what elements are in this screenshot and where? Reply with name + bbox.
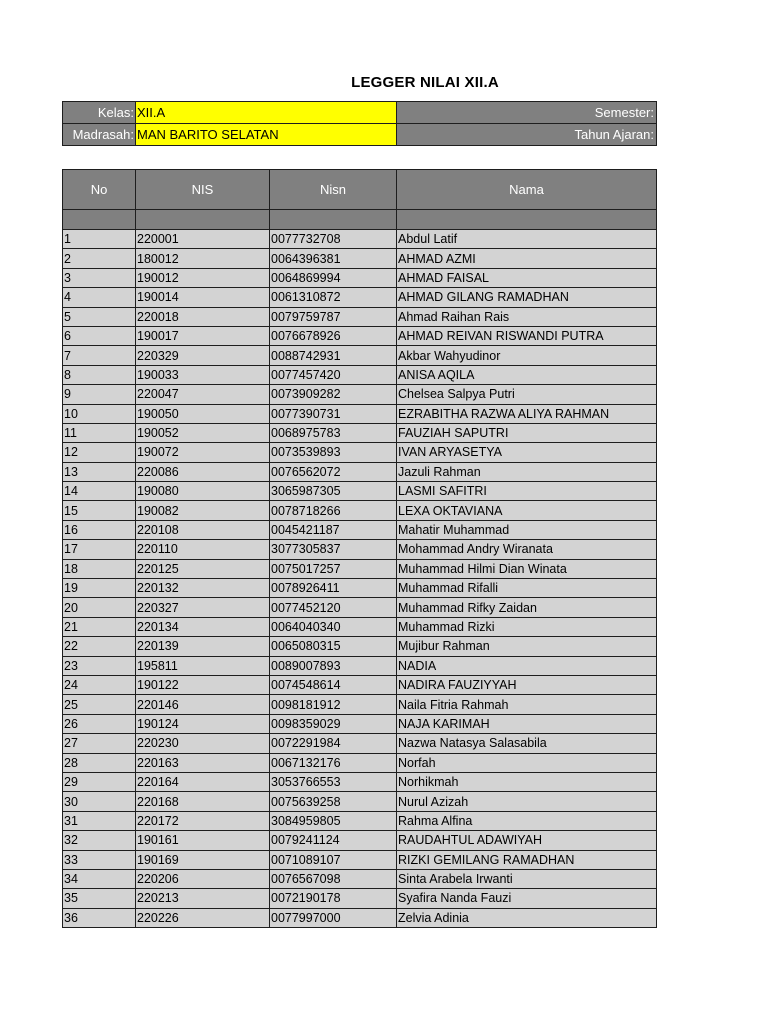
cell-nama[interactable]: Zelvia Adinia xyxy=(397,908,657,927)
table-row xyxy=(63,326,657,345)
table-row xyxy=(63,831,657,850)
cell-nama[interactable]: Mohammad Andry Wiranata xyxy=(397,540,657,559)
table-row xyxy=(63,889,657,908)
cell-nama[interactable]: FAUZIAH SAPUTRI xyxy=(397,423,657,442)
cell-no[interactable]: 15 xyxy=(63,501,136,520)
info-table xyxy=(62,101,657,146)
cell-nama[interactable]: Muhammad Rizki xyxy=(397,617,657,636)
table-row xyxy=(63,462,657,481)
table-row xyxy=(63,869,657,888)
column-header-nisn: Nisn xyxy=(270,170,397,210)
madrasah-label: Madrasah: xyxy=(63,124,136,146)
cell-nis[interactable]: 190161 xyxy=(136,831,270,850)
cell-nama[interactable]: Mahatir Muhammad xyxy=(397,520,657,539)
cell-nisn[interactable]: 3077305837 xyxy=(270,540,397,559)
cell-nisn[interactable]: 0067132176 xyxy=(270,753,397,772)
table-row xyxy=(63,772,657,791)
cell-nama[interactable]: EZRABITHA RAZWA ALIYA RAHMAN xyxy=(397,404,657,423)
cell-nama[interactable]: AHMAD AZMI xyxy=(397,249,657,268)
table-header-row xyxy=(63,170,657,210)
cell-no[interactable]: 2 xyxy=(63,249,136,268)
cell-nisn[interactable]: 0073539893 xyxy=(270,443,397,462)
table-row xyxy=(63,249,657,268)
cell-nama[interactable]: Muhammad Rifky Zaidan xyxy=(397,598,657,617)
cell-nama[interactable]: AHMAD FAISAL xyxy=(397,268,657,287)
cell-nama[interactable]: Abdul Latif xyxy=(397,230,657,249)
cell-nisn[interactable]: 0074548614 xyxy=(270,675,397,694)
madrasah-value[interactable]: MAN BARITO SELATAN xyxy=(136,124,397,146)
cell-nis[interactable]: 220132 xyxy=(136,579,270,598)
cell-nisn[interactable]: 0078926411 xyxy=(270,579,397,598)
cell-nis[interactable]: 190080 xyxy=(136,482,270,501)
cell-nisn[interactable]: 0073909282 xyxy=(270,385,397,404)
cell-nisn[interactable]: 0065080315 xyxy=(270,637,397,656)
cell-no[interactable]: 3 xyxy=(63,268,136,287)
cell-nis[interactable]: 190017 xyxy=(136,326,270,345)
cell-nisn[interactable]: 3053766553 xyxy=(270,772,397,791)
table-row xyxy=(63,753,657,772)
table-row xyxy=(63,540,657,559)
cell-nis[interactable]: 220001 xyxy=(136,230,270,249)
cell-no[interactable]: 19 xyxy=(63,579,136,598)
table-row xyxy=(63,617,657,636)
info-row-kelas xyxy=(63,102,657,124)
cell-no[interactable]: 21 xyxy=(63,617,136,636)
cell-nis[interactable]: 220164 xyxy=(136,772,270,791)
cell-nama[interactable]: Muhammad Hilmi Dian Winata xyxy=(397,559,657,578)
cell-no[interactable]: 27 xyxy=(63,734,136,753)
cell-nisn[interactable]: 0088742931 xyxy=(270,346,397,365)
cell-nis[interactable]: 180012 xyxy=(136,249,270,268)
cell-no[interactable]: 11 xyxy=(63,423,136,442)
cell-nama[interactable]: Rahma Alfina xyxy=(397,811,657,830)
column-header-no: No xyxy=(63,170,136,210)
table-row xyxy=(63,482,657,501)
cell-no[interactable]: 29 xyxy=(63,772,136,791)
cell-nama[interactable]: Nurul Azizah xyxy=(397,792,657,811)
cell-nis[interactable]: 220018 xyxy=(136,307,270,326)
table-body xyxy=(63,230,657,928)
cell-nisn[interactable]: 0075639258 xyxy=(270,792,397,811)
table-row xyxy=(63,656,657,675)
table-row xyxy=(63,734,657,753)
cell-nis[interactable]: 220213 xyxy=(136,889,270,908)
cell-no[interactable]: 23 xyxy=(63,656,136,675)
cell-nisn[interactable]: 0098359029 xyxy=(270,714,397,733)
cell-no[interactable]: 30 xyxy=(63,792,136,811)
table-row xyxy=(63,307,657,326)
spacer-cell xyxy=(397,210,657,230)
cell-nisn[interactable]: 0089007893 xyxy=(270,656,397,675)
table-header-spacer xyxy=(63,210,657,230)
cell-no[interactable]: 28 xyxy=(63,753,136,772)
table-row xyxy=(63,792,657,811)
cell-no[interactable]: 20 xyxy=(63,598,136,617)
cell-nisn[interactable]: 0078718266 xyxy=(270,501,397,520)
cell-nis[interactable]: 190050 xyxy=(136,404,270,423)
cell-no[interactable]: 18 xyxy=(63,559,136,578)
cell-nisn[interactable]: 0076678926 xyxy=(270,326,397,345)
cell-no[interactable]: 35 xyxy=(63,889,136,908)
cell-nama[interactable]: RIZKI GEMILANG RAMADHAN xyxy=(397,850,657,869)
cell-nis[interactable]: 190122 xyxy=(136,675,270,694)
cell-nama[interactable]: Nazwa Natasya Salasabila xyxy=(397,734,657,753)
cell-nisn[interactable]: 0061310872 xyxy=(270,288,397,307)
cell-nis[interactable]: 190014 xyxy=(136,288,270,307)
cell-nis[interactable]: 220168 xyxy=(136,792,270,811)
cell-nis[interactable]: 220206 xyxy=(136,869,270,888)
kelas-value[interactable]: XII.A xyxy=(136,102,397,124)
table-row xyxy=(63,598,657,617)
table-row xyxy=(63,520,657,539)
table-row xyxy=(63,637,657,656)
cell-no[interactable]: 1 xyxy=(63,230,136,249)
cell-nama[interactable]: IVAN ARYASETYA xyxy=(397,443,657,462)
cell-nis[interactable]: 220172 xyxy=(136,811,270,830)
cell-no[interactable]: 34 xyxy=(63,869,136,888)
cell-no[interactable]: 33 xyxy=(63,850,136,869)
cell-nama[interactable]: NADIA xyxy=(397,656,657,675)
cell-no[interactable]: 12 xyxy=(63,443,136,462)
table-row xyxy=(63,850,657,869)
cell-no[interactable]: 8 xyxy=(63,365,136,384)
cell-no[interactable]: 25 xyxy=(63,695,136,714)
tahun-ajaran-label: Tahun Ajaran: xyxy=(397,124,657,146)
table-row xyxy=(63,559,657,578)
cell-nis[interactable]: 190072 xyxy=(136,443,270,462)
table-row xyxy=(63,288,657,307)
cell-no[interactable]: 4 xyxy=(63,288,136,307)
cell-nis[interactable]: 220139 xyxy=(136,637,270,656)
cell-nama[interactable]: Sinta Arabela Irwanti xyxy=(397,869,657,888)
table-row xyxy=(63,443,657,462)
cell-nisn[interactable]: 0071089107 xyxy=(270,850,397,869)
cell-nis[interactable]: 220327 xyxy=(136,598,270,617)
cell-nisn[interactable]: 0072291984 xyxy=(270,734,397,753)
cell-nama[interactable]: Norhikmah xyxy=(397,772,657,791)
cell-nis[interactable]: 190012 xyxy=(136,268,270,287)
table-row xyxy=(63,423,657,442)
column-header-nama: Nama xyxy=(397,170,657,210)
cell-no[interactable]: 5 xyxy=(63,307,136,326)
cell-no[interactable]: 22 xyxy=(63,637,136,656)
cell-nama[interactable]: Jazuli Rahman xyxy=(397,462,657,481)
table-row xyxy=(63,385,657,404)
cell-nis[interactable]: 190033 xyxy=(136,365,270,384)
cell-nisn[interactable]: 0098181912 xyxy=(270,695,397,714)
spacer-cell xyxy=(136,210,270,230)
cell-nama[interactable]: Norfah xyxy=(397,753,657,772)
cell-nama[interactable]: Akbar Wahyudinor xyxy=(397,346,657,365)
cell-nisn[interactable]: 0079759787 xyxy=(270,307,397,326)
cell-nisn[interactable]: 3084959805 xyxy=(270,811,397,830)
page-title: LEGGER NILAI XII.A xyxy=(351,74,499,91)
cell-nisn[interactable]: 0077997000 xyxy=(270,908,397,927)
table-row xyxy=(63,579,657,598)
cell-nisn[interactable]: 0045421187 xyxy=(270,520,397,539)
cell-nama[interactable]: LASMI SAFITRI xyxy=(397,482,657,501)
cell-nisn[interactable]: 0064040340 xyxy=(270,617,397,636)
cell-nis[interactable]: 190124 xyxy=(136,714,270,733)
column-header-nis: NIS xyxy=(136,170,270,210)
cell-no[interactable]: 14 xyxy=(63,482,136,501)
spacer-cell xyxy=(63,210,136,230)
cell-nis[interactable]: 220146 xyxy=(136,695,270,714)
cell-no[interactable]: 24 xyxy=(63,675,136,694)
cell-nis[interactable]: 220125 xyxy=(136,559,270,578)
student-table xyxy=(62,169,657,928)
cell-nis[interactable]: 195811 xyxy=(136,656,270,675)
cell-no[interactable]: 10 xyxy=(63,404,136,423)
cell-nama[interactable]: ANISA AQILA xyxy=(397,365,657,384)
cell-nisn[interactable]: 0077457420 xyxy=(270,365,397,384)
cell-no[interactable]: 16 xyxy=(63,520,136,539)
cell-nisn[interactable]: 0077732708 xyxy=(270,230,397,249)
cell-nama[interactable]: Chelsea Salpya Putri xyxy=(397,385,657,404)
cell-nama[interactable]: Naila Fitria Rahmah xyxy=(397,695,657,714)
cell-nis[interactable]: 220108 xyxy=(136,520,270,539)
table-row xyxy=(63,365,657,384)
cell-nisn[interactable]: 0076567098 xyxy=(270,869,397,888)
info-row-madrasah xyxy=(63,124,657,146)
cell-no[interactable]: 36 xyxy=(63,908,136,927)
table-row xyxy=(63,230,657,249)
cell-nis[interactable]: 220134 xyxy=(136,617,270,636)
cell-nama[interactable]: RAUDAHTUL ADAWIYAH xyxy=(397,831,657,850)
cell-nisn[interactable]: 0075017257 xyxy=(270,559,397,578)
cell-nisn[interactable]: 0064396381 xyxy=(270,249,397,268)
cell-nama[interactable]: Mujibur Rahman xyxy=(397,637,657,656)
cell-nama[interactable]: Muhammad Rifalli xyxy=(397,579,657,598)
cell-nama[interactable]: Ahmad Raihan Rais xyxy=(397,307,657,326)
table-row xyxy=(63,501,657,520)
cell-nis[interactable]: 190052 xyxy=(136,423,270,442)
cell-nama[interactable]: Syafira Nanda Fauzi xyxy=(397,889,657,908)
table-row xyxy=(63,908,657,927)
cell-nisn[interactable]: 0077452120 xyxy=(270,598,397,617)
cell-nis[interactable]: 190169 xyxy=(136,850,270,869)
cell-nama[interactable]: AHMAD GILANG RAMADHAN xyxy=(397,288,657,307)
cell-nisn[interactable]: 0076562072 xyxy=(270,462,397,481)
semester-label: Semester: xyxy=(397,102,657,124)
kelas-label: Kelas: xyxy=(63,102,136,124)
cell-no[interactable]: 26 xyxy=(63,714,136,733)
cell-nis[interactable]: 220230 xyxy=(136,734,270,753)
cell-nis[interactable]: 220110 xyxy=(136,540,270,559)
cell-nama[interactable]: LEXA OKTAVIANA xyxy=(397,501,657,520)
cell-no[interactable]: 9 xyxy=(63,385,136,404)
cell-nis[interactable]: 190082 xyxy=(136,501,270,520)
cell-nama[interactable]: NADIRA FAUZIYYAH xyxy=(397,675,657,694)
table-row xyxy=(63,811,657,830)
cell-no[interactable]: 32 xyxy=(63,831,136,850)
cell-nis[interactable]: 220226 xyxy=(136,908,270,927)
cell-nisn[interactable]: 0068975783 xyxy=(270,423,397,442)
cell-nis[interactable]: 220163 xyxy=(136,753,270,772)
cell-nis[interactable]: 220086 xyxy=(136,462,270,481)
cell-nisn[interactable]: 0077390731 xyxy=(270,404,397,423)
table-row xyxy=(63,268,657,287)
cell-no[interactable]: 7 xyxy=(63,346,136,365)
cell-no[interactable]: 6 xyxy=(63,326,136,345)
table-row xyxy=(63,404,657,423)
cell-nama[interactable]: AHMAD REIVAN RISWANDI PUTRA xyxy=(397,326,657,345)
table-row xyxy=(63,675,657,694)
cell-nis[interactable]: 220047 xyxy=(136,385,270,404)
cell-nisn[interactable]: 0064869994 xyxy=(270,268,397,287)
cell-nama[interactable]: NAJA KARIMAH xyxy=(397,714,657,733)
cell-nis[interactable]: 220329 xyxy=(136,346,270,365)
cell-nisn[interactable]: 3065987305 xyxy=(270,482,397,501)
cell-nisn[interactable]: 0079241124 xyxy=(270,831,397,850)
cell-no[interactable]: 17 xyxy=(63,540,136,559)
table-row xyxy=(63,346,657,365)
spacer-cell xyxy=(270,210,397,230)
table-row xyxy=(63,714,657,733)
cell-nisn[interactable]: 0072190178 xyxy=(270,889,397,908)
cell-no[interactable]: 31 xyxy=(63,811,136,830)
table-row xyxy=(63,695,657,714)
cell-no[interactable]: 13 xyxy=(63,462,136,481)
